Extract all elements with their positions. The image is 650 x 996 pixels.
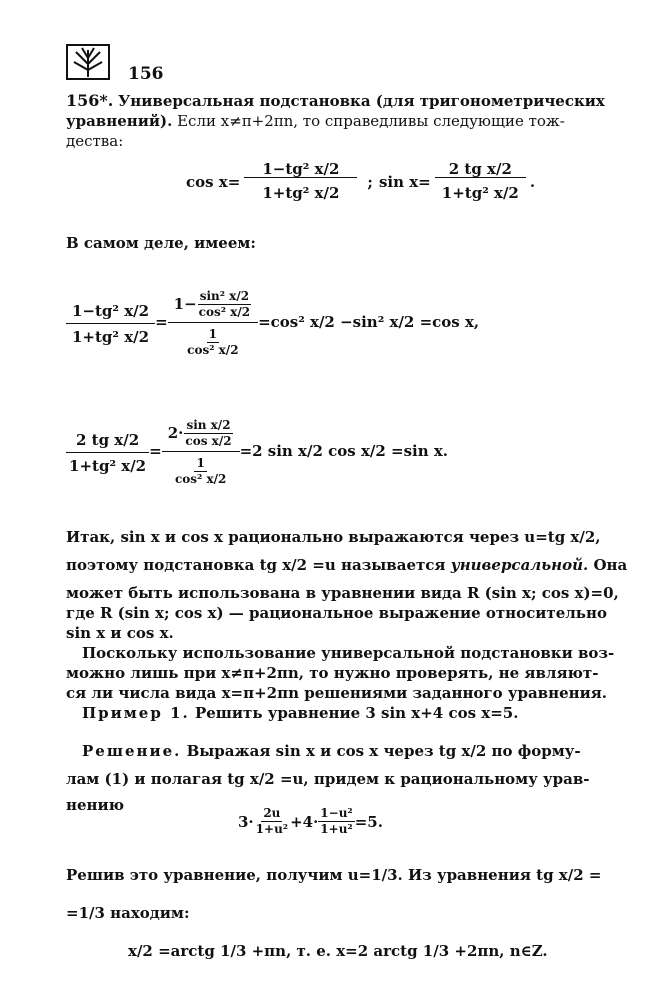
- derivation-sin: $\frac{\text{2 tg x/2}}{\text{1+tg² x/2}}$ = 2· $\frac{\text{sin x/2}}{\text{cos x/2}}$ $\frac{1}{\text{cos² x/2}}$ =2 sin x/2 cos x/2 =sin x.: [66, 392, 448, 510]
- paragraph-line: можно лишь при x≠π+2πn, то нужно проверять, не являют-: [66, 664, 599, 682]
- section-title-cont: уравнений).: [66, 112, 173, 130]
- intro-text: Если x≠π+2πn, то справедливы следующие тож-: [177, 112, 565, 130]
- solution-line: Решение. Выражая sin x и cos x через tg x/2 по форму-: [82, 742, 581, 760]
- solution-line: лам (1) и полагая tg x/2 =u, придем к рациональному урав-: [66, 770, 590, 788]
- publisher-logo: [66, 44, 110, 80]
- result-line: =1/3 находим:: [66, 904, 190, 922]
- rational-equation: 3· $\frac{2u}{\text{1+u²}}$ +4· $\frac{\text{1−u²}}{\text{1+u²}}$ =5.: [238, 806, 383, 836]
- final-formula: x/2 =arctg 1/3 +πn, т. е. x=2 arctg 1/3 +2πn, n∈Z.: [128, 942, 548, 960]
- solution-line: нению: [66, 796, 125, 814]
- paragraph-line: Поскольку использование универсальной подстановки воз-: [82, 644, 615, 662]
- intro-text-cont: дества:: [66, 132, 124, 150]
- derivation-cos: $\frac{\text{1−tg² x/2}}{\text{1+tg² x/2}}$ = 1− $\frac{\text{sin² x/2}}{\text{cos² x/2}}$ $\frac{1}{\text{cos² x/2}}$ =cos² x/2 −sin² x/2 =cos x,: [66, 262, 479, 382]
- paragraph-line: где R (sin x; cos x) — рациональное выражение относительно: [66, 604, 607, 622]
- result-line: Решив это уравнение, получим u=1/3. Из уравнения tg x/2 =: [66, 866, 602, 884]
- section-title: Универсальная подстановка (для тригонометрических: [118, 92, 605, 110]
- paragraph-line: sin x и cos x.: [66, 624, 174, 642]
- paragraph-line: поэтому подстановка tg x/2 =u называется универсальной. Она: [66, 556, 628, 574]
- page-number: 156: [128, 64, 164, 84]
- paragraph-line: Итак, sin x и cos x рационально выражаются через u=tg x/2,: [66, 528, 601, 546]
- section-number: 156*.: [66, 91, 114, 110]
- proof-intro: В самом деле, имеем:: [66, 234, 256, 252]
- paragraph-line: ся ли числа вида x=π+2πn решениями заданного уравнения.: [66, 684, 608, 702]
- fern-emblem-icon: [66, 44, 110, 80]
- example-line: Пример 1. Решить уравнение 3 sin x+4 cos x=5.: [82, 704, 519, 722]
- paragraph-line: может быть использована в уравнении вида R (sin x; cos x)=0,: [66, 584, 619, 602]
- identity-formula: cos x= $\frac{\text{1−tg² x/2}}{\text{1+tg² x/2}}$ ; sin x= $\frac{\text{2 tg x/2}}{\text{1+tg² x/2}}$ .: [186, 160, 536, 202]
